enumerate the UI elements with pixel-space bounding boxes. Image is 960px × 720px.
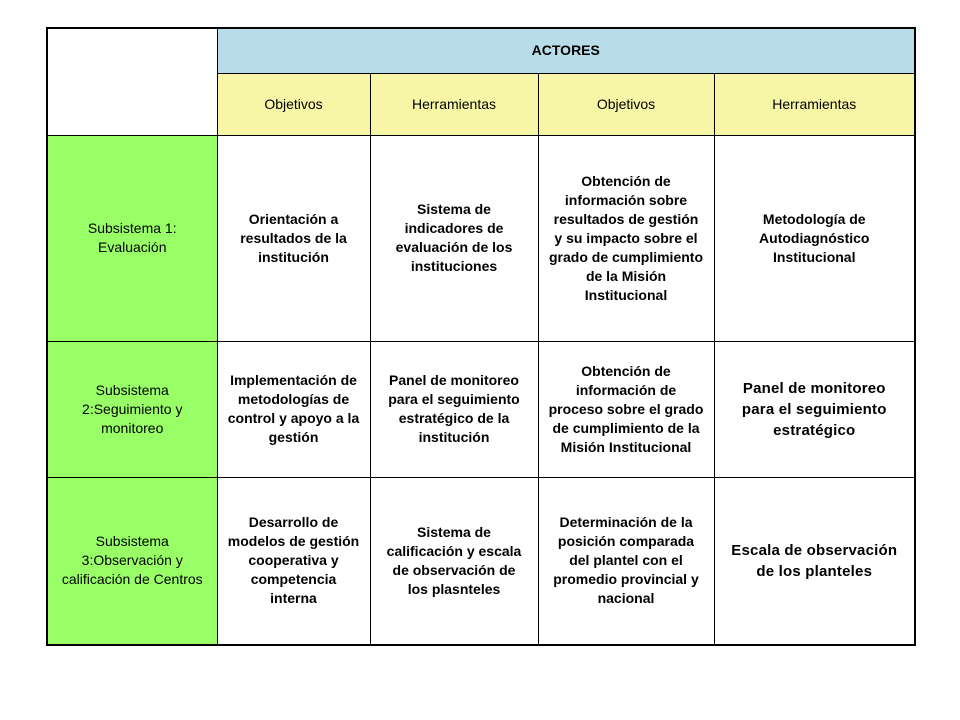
table-cell: Panel de monitoreo para el seguimiento estratégico de la institución [370, 341, 538, 477]
table-row [47, 341, 915, 477]
table-cell: Obtención de información sobre resultados de gestión y su impacto sobre el grado de cumplimiento de la Misión Institucional [538, 135, 714, 341]
column-header-objetivos-2: Objetivos [538, 73, 714, 135]
corner-cell [47, 28, 217, 135]
table-cell: Metodología de Autodiagnóstico Institucional [714, 135, 915, 341]
table-cell: Orientación a resultados de la institución [217, 135, 370, 341]
table-cell: Sistema de indicadores de evaluación de los instituciones [370, 135, 538, 341]
table-cell: Implementación de metodologías de control y apoyo a la gestión [217, 341, 370, 477]
table-row [47, 135, 915, 341]
actors-group-header: ACTORES [217, 28, 915, 73]
table-cell: Determinación de la posición comparada del plantel con el promedio provincial y nacional [538, 477, 714, 645]
table-cell: Escala de observación de los planteles [714, 477, 915, 645]
column-header-objetivos-1: Objetivos [217, 73, 370, 135]
actors-header-row [47, 28, 915, 73]
column-header-herramientas-1: Herramientas [370, 73, 538, 135]
row-header-subsistema-2: Subsistema 2:Seguimiento y monitoreo [47, 341, 217, 477]
table-cell: Sistema de calificación y escala de observación de los plasnteles [370, 477, 538, 645]
actors-matrix-table [46, 27, 916, 646]
table-row [47, 477, 915, 645]
table-cell: Obtención de información de proceso sobre el grado de cumplimiento de la Misión Institucional [538, 341, 714, 477]
column-header-herramientas-2: Herramientas [714, 73, 915, 135]
table-cell: Panel de monitoreo para el seguimiento estratégico [714, 341, 915, 477]
row-header-subsistema-3: Subsistema 3:Observación y calificación de Centros [47, 477, 217, 645]
table-cell: Desarrollo de modelos de gestión cooperativa y competencia interna [217, 477, 370, 645]
row-header-subsistema-1: Subsistema 1: Evaluación [47, 135, 217, 341]
